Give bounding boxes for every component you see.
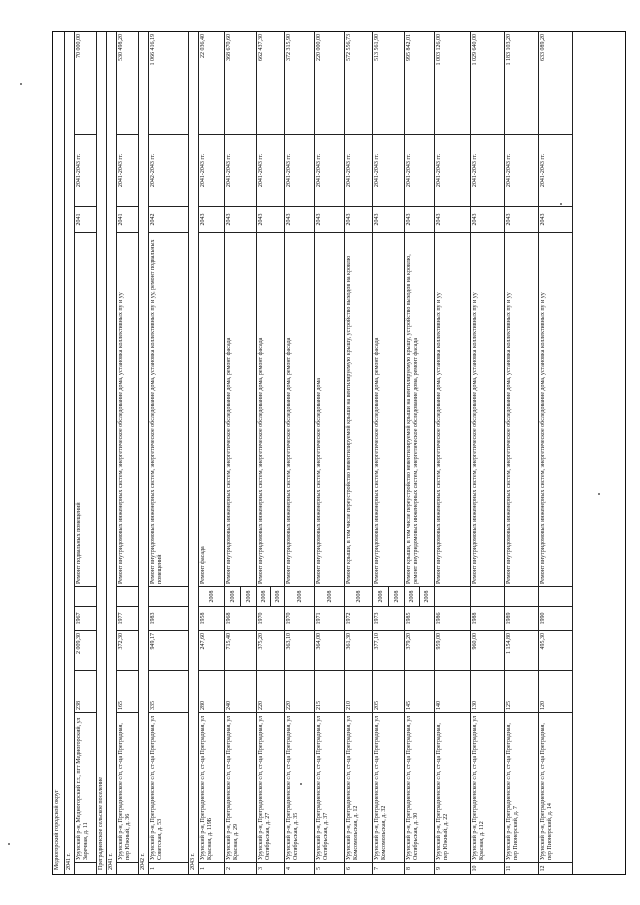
- cell-works: Ремонт внутридомовых инженерных систем, энергетическое обследование дома, ремонт фасада: [373, 232, 404, 586]
- cell-no: 12: [539, 862, 572, 874]
- cell-plan-year: 2043: [285, 206, 314, 232]
- cell-built: 1977: [117, 606, 138, 630]
- scan-speck: [300, 783, 302, 785]
- cell-cost: 513 561,90: [374, 34, 380, 61]
- repair-year: [505, 587, 538, 606]
- cell-years: [315, 586, 344, 606]
- cell-plan-year: 2041: [75, 206, 96, 232]
- table-row: [505, 32, 539, 874]
- cell-cost: 530 498,20: [118, 34, 124, 61]
- cell-years: [225, 586, 256, 606]
- cell-built: 1972: [345, 606, 372, 630]
- repair-years: [225, 587, 256, 606]
- cell-period: 2041-2043 гг.: [225, 134, 256, 206]
- repair-year: 2008: [405, 587, 420, 606]
- cell-area-total: 363,10: [285, 630, 314, 670]
- cell-period: 2041-2043 гг.: [75, 134, 96, 206]
- cell-plan-year: 2043: [505, 206, 538, 232]
- cell-years: [505, 586, 538, 606]
- repair-years: [257, 587, 284, 606]
- repair-year: 2008: [209, 590, 215, 603]
- table-row: [315, 32, 345, 874]
- cell-built: 1971: [315, 606, 344, 630]
- cell-area-land: 145: [405, 670, 434, 712]
- cell-cost: 22 036,40: [200, 34, 206, 58]
- cell-built: 1988: [471, 606, 504, 630]
- cell-works: Ремонт внутридомовых инженерных систем, энергетическое обследование дома, установка коллективных пу и уу: [117, 232, 138, 586]
- cell-built: 1970: [285, 606, 314, 630]
- cell-cost: 372 315,90: [286, 34, 292, 61]
- cell-built: 1985: [405, 606, 434, 630]
- repair-year: 2008: [297, 590, 303, 603]
- cell-plan-year: 2043: [373, 206, 404, 232]
- cell-no: 11: [505, 862, 538, 874]
- cell-cost: 1 183 103,20: [506, 34, 512, 66]
- cell-area-total: 715,40: [225, 630, 256, 670]
- cell-area-total: 379,20: [405, 630, 434, 670]
- cell-area-total: 247,60: [199, 630, 224, 670]
- cell-works: Ремонт внутридомовых инженерных систем, энергетическое обследование дома, установка коллективных пу и уу, ремонт подвальных помещений: [149, 232, 188, 586]
- cell-period: 2042-2043 гг.: [149, 134, 188, 206]
- scan-speck: [598, 493, 600, 495]
- cell-area-land: 335: [149, 670, 188, 712]
- cell-address: Урунский р-н, Преградненское с/п, ст-ца Преградная, ул Октябрьская, д. 30: [405, 712, 434, 862]
- cell-cost: 70 000,00: [76, 34, 82, 58]
- cell-plan-year: 2043: [471, 206, 504, 232]
- cell-address: Урунский р-н, Медногорский г.т., пгт Медногорский, ул Заречная, д. 11: [75, 712, 96, 862]
- cell-address: Урунский р-н, Преградненское с/п, ст-ца Преградная, ул Комсомольская, д. 32: [373, 712, 404, 862]
- cell-area-total: 364,00: [315, 630, 344, 670]
- cell-built: 1958: [199, 606, 224, 630]
- year-header: 2042 г.: [139, 32, 149, 874]
- table-row: [117, 32, 139, 874]
- year-header: 2041 г.: [107, 32, 117, 874]
- cell-area-land: 125: [505, 670, 538, 712]
- cell-plan-year: 2043: [257, 206, 284, 232]
- cell-works: Ремонт внутридомовых инженерных систем, энергетическое обследование дома: [315, 232, 344, 586]
- cell-period: 2041-2043 гг.: [199, 134, 224, 206]
- cell-cost: 633 089,20: [540, 34, 546, 61]
- cell-works: Ремонт внутридомовых инженерных систем, энергетическое обследование дома, установка коллективных пу и уу: [435, 232, 470, 586]
- repair-year: 2008: [424, 590, 430, 603]
- repair-years: [285, 587, 314, 606]
- cell-area-land: 130: [471, 670, 504, 712]
- cell-plan-year: 2043: [225, 206, 256, 232]
- cell-works: Ремонт крыши, в том числе переустройство невентилируемой крыши на вентилируемую крышу, устройство выходов на кровлю: [345, 232, 372, 586]
- cell-no: 7: [373, 862, 404, 874]
- cell-area-total: 2 009,30: [75, 630, 96, 670]
- cell-plan-year: 2043: [539, 206, 572, 232]
- cell-address: Урунский р-н, Преградненское с/п, ст-ца Преградная, ул Октябрьская, д. 27: [257, 712, 284, 862]
- cell-years: [117, 586, 138, 606]
- repair-years: [149, 587, 188, 606]
- cell-address: Урунский р-н, Преградненское с/п, ст-ца Преградная, ул Советская, д. 53: [149, 712, 188, 862]
- cell-address: Урунский р-н, Преградненское с/п, ст-ца Преградная, ул Красная, д. 112: [471, 712, 504, 862]
- repair-years: [345, 587, 372, 606]
- cell-area-total: 372,30: [117, 630, 138, 670]
- cell-plan-year: 2043: [199, 206, 224, 232]
- cell-address: Урунский р-н, Преградненское с/п, ст-ца Преградная, пер Пионерский, д. 14: [539, 712, 572, 862]
- cell-no: 10: [471, 862, 504, 874]
- cell-built: 1968: [225, 606, 256, 630]
- cell-area-land: 280: [199, 670, 224, 712]
- cell-built: 1990: [539, 606, 572, 630]
- table-row: [405, 32, 435, 874]
- cell-cost: 1 003 126,00: [436, 34, 442, 66]
- table-row: [285, 32, 315, 874]
- cell-area-land: 238: [75, 670, 96, 712]
- repair-year: [75, 587, 96, 606]
- cell-area-land: 220: [285, 670, 314, 712]
- cell-address: Урунский р-н, Преградненское с/п, ст-ца Преградная, пер Южный, д. 22: [435, 712, 470, 862]
- cell-cost: 1 029 640,00: [472, 34, 478, 66]
- cell-area-land: 205: [373, 670, 404, 712]
- cell-no: 2: [225, 862, 256, 874]
- cell-built: 1989: [505, 606, 538, 630]
- cell-cost: 1 066 416,19: [150, 34, 156, 66]
- repair-years: [315, 587, 344, 606]
- repair-years: [199, 587, 224, 606]
- cell-years: [435, 586, 470, 606]
- cell-area-land: 120: [539, 670, 572, 712]
- repair-years: [373, 587, 404, 606]
- cell-built: 1973: [373, 606, 404, 630]
- cell-area-land: 215: [315, 670, 344, 712]
- cell-cost: 995 842,01: [406, 34, 412, 61]
- cell-no: 4: [285, 862, 314, 874]
- repair-years: [75, 587, 96, 606]
- cell-address: Урунский р-н, Преградненское с/п, ст-ца Преградная, ул Красная, д. 29: [225, 712, 256, 862]
- cell-no: 6: [345, 862, 372, 874]
- cell-plan-year: 2043: [405, 206, 434, 232]
- repair-year: 2008: [327, 590, 333, 603]
- repair-years: [405, 587, 434, 606]
- cell-area-land: 240: [225, 670, 256, 712]
- municipality-header: Медногорский городской округ: [53, 32, 65, 874]
- cell-works: Ремонт фасада: [199, 232, 224, 586]
- cell-works: Ремонт внутридомовых инженерных систем, энергетическое обследование дома, установка коллективных пу и уу: [505, 232, 538, 586]
- cell-period: 2041-2043 гг.: [405, 134, 434, 206]
- cell-address: Урунский р-н, Преградненское с/п, ст-ца Преградная, ул Красная, д. 119Б: [199, 712, 224, 862]
- cell-works: Ремонт внутридомовых инженерных систем, энергетическое обследование дома, установка коллективных пу и уу: [471, 232, 504, 586]
- cell-area-total: 375,20: [257, 630, 284, 670]
- cell-works: Ремонт подвальных помещений: [75, 232, 96, 586]
- cell-period: 2041-2043 гг.: [117, 134, 138, 206]
- cell-area-total: 377,10: [373, 630, 404, 670]
- cell-period: 2041-2043 гг.: [373, 134, 404, 206]
- table-row: [539, 32, 573, 874]
- repair-years: [117, 587, 138, 606]
- table-row: [149, 32, 189, 874]
- repair-year: 2008: [356, 590, 362, 603]
- cell-years: [471, 586, 504, 606]
- cell-built: 1986: [435, 606, 470, 630]
- cell-years: [345, 586, 372, 606]
- cell-period: 2041-2043 гг.: [257, 134, 284, 206]
- cell-area-total: 959,00: [435, 630, 470, 670]
- repair-program-table: [52, 31, 626, 875]
- cell-no: 1: [199, 862, 224, 874]
- repair-years: [471, 587, 504, 606]
- cell-address: Урунский р-н, Преградненское с/п, ст-ца Преградная, ул Октябрьская, д. 37: [315, 712, 344, 862]
- cell-built: 1970: [257, 606, 284, 630]
- cell-area-total: 1 154,80: [505, 630, 538, 670]
- cell-address: Урунский р-н, Преградненское с/п, ст-ца Преградная, ул Октябрьская, д. 35: [285, 712, 314, 862]
- cell-area-land: 140: [435, 670, 470, 712]
- cell-plan-year: 2043: [315, 206, 344, 232]
- cell-address: Урунский р-н, Преградненское с/п, ст-ца Преградная, пер Пионерский, д. 7: [505, 712, 538, 862]
- repair-year: [471, 587, 504, 606]
- cell-years: [405, 586, 434, 606]
- cell-area-total: 960,00: [471, 630, 504, 670]
- cell-area-total: 949,17: [149, 630, 188, 670]
- cell-period: 2041-2043 гг.: [471, 134, 504, 206]
- cell-years: [285, 586, 314, 606]
- table-row: [435, 32, 471, 874]
- repair-year: 2008: [275, 590, 281, 603]
- cell-plan-year: 2041: [117, 206, 138, 232]
- cell-period: 2041-2043 гг.: [505, 134, 538, 206]
- cell-works: Ремонт внутридомовых инженерных систем, энергетическое обследование дома, ремонт фасада: [257, 232, 284, 586]
- cell-years: [149, 586, 188, 606]
- scan-speck: [560, 203, 562, 205]
- cell-years: [257, 586, 284, 606]
- repair-year: [539, 587, 572, 606]
- cell-cost: 220 000,00: [316, 34, 322, 61]
- repair-years: [539, 587, 572, 606]
- year-header: 2043 г.: [189, 32, 199, 874]
- table-row: [199, 32, 225, 874]
- cell-period: 2041-2043 гг.: [285, 134, 314, 206]
- cell-plan-year: 2043: [435, 206, 470, 232]
- repair-year: [149, 587, 188, 606]
- scan-speck: [20, 83, 22, 85]
- cell-years: [199, 586, 224, 606]
- repair-years: [505, 587, 538, 606]
- cell-works: Ремонт внутридомовых инженерных систем, энергетическое обследование дома, ремонт фасада: [285, 232, 314, 586]
- cell-cost: 572 556,73: [346, 34, 352, 61]
- cell-area-total: 361,30: [345, 630, 372, 670]
- cell-built: 1967: [75, 606, 96, 630]
- repair-year: [435, 587, 470, 606]
- cell-period: 2041-2043 гг.: [345, 134, 372, 206]
- cell-no: 9: [435, 862, 470, 874]
- repair-year: 2008: [225, 587, 241, 606]
- cell-period: 2041-2043 гг.: [435, 134, 470, 206]
- cell-no: 5: [315, 862, 344, 874]
- cell-period: 2041-2043 гг.: [539, 134, 572, 206]
- cell-no: 8: [405, 862, 434, 874]
- cell-cost: 368 670,60: [226, 34, 232, 61]
- cell-no: 3: [257, 862, 284, 874]
- cell-built: 1983: [149, 606, 188, 630]
- year-header: 2041 г.: [65, 32, 75, 874]
- repair-year: 2008: [394, 590, 400, 603]
- cell-area-land: 165: [117, 670, 138, 712]
- table-row: [257, 32, 285, 874]
- cell-plan-year: 2042: [149, 206, 188, 232]
- settlement-header: Преградненское сельское поселение: [97, 32, 107, 874]
- table-row: [345, 32, 373, 874]
- cell-no: 1: [149, 862, 188, 874]
- cell-area-land: 220: [257, 670, 284, 712]
- repair-year: [117, 587, 138, 606]
- table-row: [75, 32, 97, 874]
- cell-works: Ремонт внутридомовых инженерных систем, энергетическое обследование дома, установка коллективных пу и уу: [539, 232, 572, 586]
- repair-years: [435, 587, 470, 606]
- scan-speck: [8, 843, 10, 845]
- cell-cost: 662 437,30: [258, 34, 264, 61]
- table-row: [225, 32, 257, 874]
- cell-years: [75, 586, 96, 606]
- table-row: [471, 32, 505, 874]
- repair-year: 2008: [257, 587, 271, 606]
- cell-address: Урунский р-н, Преградненское с/п, ст-ца Преградная, ул Комсомольская, д. 12: [345, 712, 372, 862]
- table-row: [373, 32, 405, 874]
- cell-no: [75, 862, 96, 874]
- repair-year: 2008: [373, 587, 389, 606]
- cell-period: 2041-2043 гг.: [315, 134, 344, 206]
- cell-works: Ремонт крыши, в том числе переустройство невентилируемой крыши на вентилируемую крышу, устройство выходов на кровлю, ремонт внутридомовых инженерных систем, энергетическое обследование дома, ремонт фасада: [405, 232, 434, 586]
- cell-plan-year: 2043: [345, 206, 372, 232]
- cell-address: Урунский р-н, Преградненское с/п, ст-ца Преградная, пер Южный, д. 36: [117, 712, 138, 862]
- cell-works: Ремонт внутридомовых инженерных систем, энергетическое обследование дома, ремонт фасада: [225, 232, 256, 586]
- repair-year: 2008: [246, 590, 252, 603]
- cell-no: [117, 862, 138, 874]
- cell-area-total: 495,30: [539, 630, 572, 670]
- cell-area-land: 210: [345, 670, 372, 712]
- cell-years: [373, 586, 404, 606]
- cell-years: [539, 586, 572, 606]
